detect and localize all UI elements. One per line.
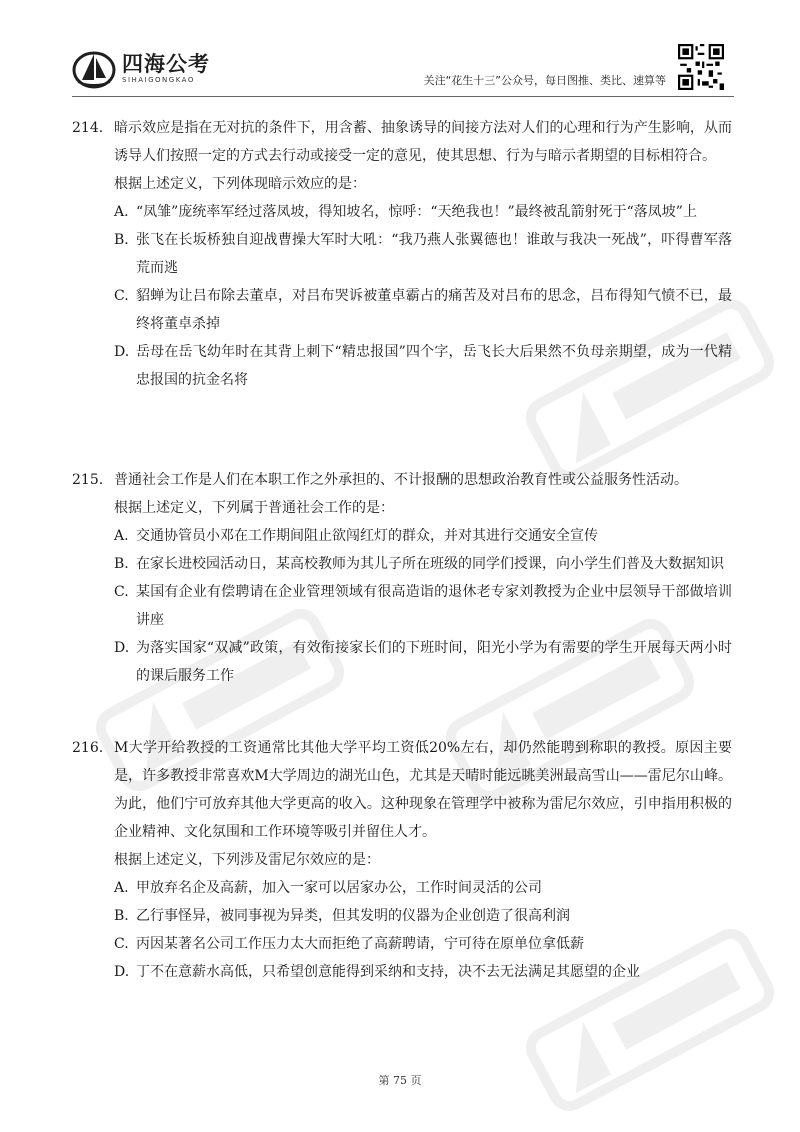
option-a <box>72 198 732 226</box>
option-letter: D. <box>114 964 130 980</box>
option-letter: C. <box>114 936 129 952</box>
option-text: 丁不在意薪水高低，只希望创意能得到采纳和支持，决不去无法满足其愿望的企业 <box>136 964 640 980</box>
page-header <box>72 42 732 94</box>
option-letter: A. <box>114 880 129 896</box>
page-number: 第 75 页 <box>378 1074 422 1087</box>
option-c <box>72 282 732 338</box>
option-letter: D. <box>114 640 130 656</box>
option-letter: C. <box>114 288 129 304</box>
option-text: 在家长进校园活动日，某高校教师为其儿子所在班级的同学们授课，向小学生们普及大数据知识 <box>136 556 724 572</box>
qr-code-icon <box>678 44 724 90</box>
sailboat-logo-icon <box>72 46 116 90</box>
question-prompt: 根据上述定义，下列涉及雷尼尔效应的是： <box>114 852 380 868</box>
question-stem: M大学开给教授的工资通常比其他大学平均工资低20%左右，却仍然能聘到称职的教授。原因主要是，许多教授非常喜欢M大学周边的湖光山色，尤其是天晴时能远眺美洲最高雪山——雷尼尔山峰。为此，他们宁可放弃其他大学更高的收入。这种现象在管理学中被称为雷尼尔效应，引申指用积极的企业精神、文化氛围和工作环境等吸引并留住人才。 <box>114 740 732 840</box>
question-number: 215. <box>72 472 104 488</box>
option-letter: B. <box>114 232 129 248</box>
question-214 <box>72 114 732 394</box>
question-prompt: 根据上述定义，下列属于普通社会工作的是： <box>114 500 394 516</box>
option-d <box>72 958 732 986</box>
header-divider <box>72 96 734 97</box>
question-stem: 普通社会工作是人们在本职工作之外承担的、不计报酬的思想政治教育性或公益服务性活动。 <box>114 472 688 488</box>
option-a <box>72 874 732 902</box>
option-text: 为落实国家“双减”政策，有效衔接家长们的下班时间，阳光小学为有需要的学生开展每天两小时的课后服务工作 <box>136 640 732 684</box>
question-216 <box>72 734 732 986</box>
option-d <box>72 338 732 394</box>
option-b <box>72 226 732 282</box>
option-text: “凤雏”庞统率军经过落凤坡，得知坡名，惊呼：“天绝我也！”最终被乱箭射死于“落凤坡”上 <box>136 204 697 220</box>
option-text: 丙因某著名公司工作压力太大而拒绝了高薪聘请，宁可待在原单位拿低薪 <box>136 936 584 952</box>
option-text: 张飞在长坂桥独自迎战曹操大军时大吼：“我乃燕人张翼德也！谁敢与我决一死战”，吓得曹军落荒而逃 <box>136 232 732 276</box>
option-b <box>72 550 732 578</box>
question-number: 214. <box>72 120 104 136</box>
logo-subtitle: SIHAIGONGKAO <box>122 76 195 84</box>
option-text: 甲放弃名企及高薪，加入一家可以居家办公，工作时间灵活的公司 <box>136 880 542 896</box>
option-letter: B. <box>114 556 129 572</box>
option-letter: A. <box>114 204 129 220</box>
option-c <box>72 930 732 958</box>
option-text: 乙行事怪异，被同事视为异类，但其发明的仪器为企业创造了很高利润 <box>136 908 570 924</box>
option-text: 交通协管员小邓在工作期间阻止欲闯红灯的群众，并对其进行交通安全宣传 <box>136 528 598 544</box>
question-215 <box>72 466 732 690</box>
logo-text: 四海公考 <box>122 52 210 76</box>
question-stem: 暗示效应是指在无对抗的条件下，用含蓄、抽象诱导的间接方法对人们的心理和行为产生影响，从而诱导人们按照一定的方式去行动或接受一定的意见，使其思想、行为与暗示者期望的目标相符合。 <box>114 120 732 164</box>
brand-logo <box>72 42 252 94</box>
option-c <box>72 578 732 634</box>
option-b <box>72 902 732 930</box>
header-note: 关注“花生十三”公众号，每日图推、类比、速算等 <box>423 74 666 87</box>
option-d <box>72 634 732 690</box>
question-number: 216. <box>72 740 104 756</box>
option-text: 貂蝉为让吕布除去董卓，对吕布哭诉被董卓霸占的痛苦及对吕布的思念，吕布得知气愤不已，最终将董卓杀掉 <box>136 288 732 332</box>
option-text: 某国有企业有偿聘请在企业管理领域有很高造诣的退休老专家刘教授为企业中层领导干部做培训讲座 <box>136 584 732 628</box>
option-letter: A. <box>114 528 129 544</box>
option-a <box>72 522 732 550</box>
question-prompt: 根据上述定义，下列体现暗示效应的是： <box>114 176 366 192</box>
option-letter: B. <box>114 908 129 924</box>
option-letter: C. <box>114 584 129 600</box>
option-letter: D. <box>114 344 130 360</box>
option-text: 岳母在岳飞幼年时在其背上刺下“精忠报国”四个字，岳飞长大后果然不负母亲期望，成为一代精忠报国的抗金名将 <box>136 344 732 388</box>
